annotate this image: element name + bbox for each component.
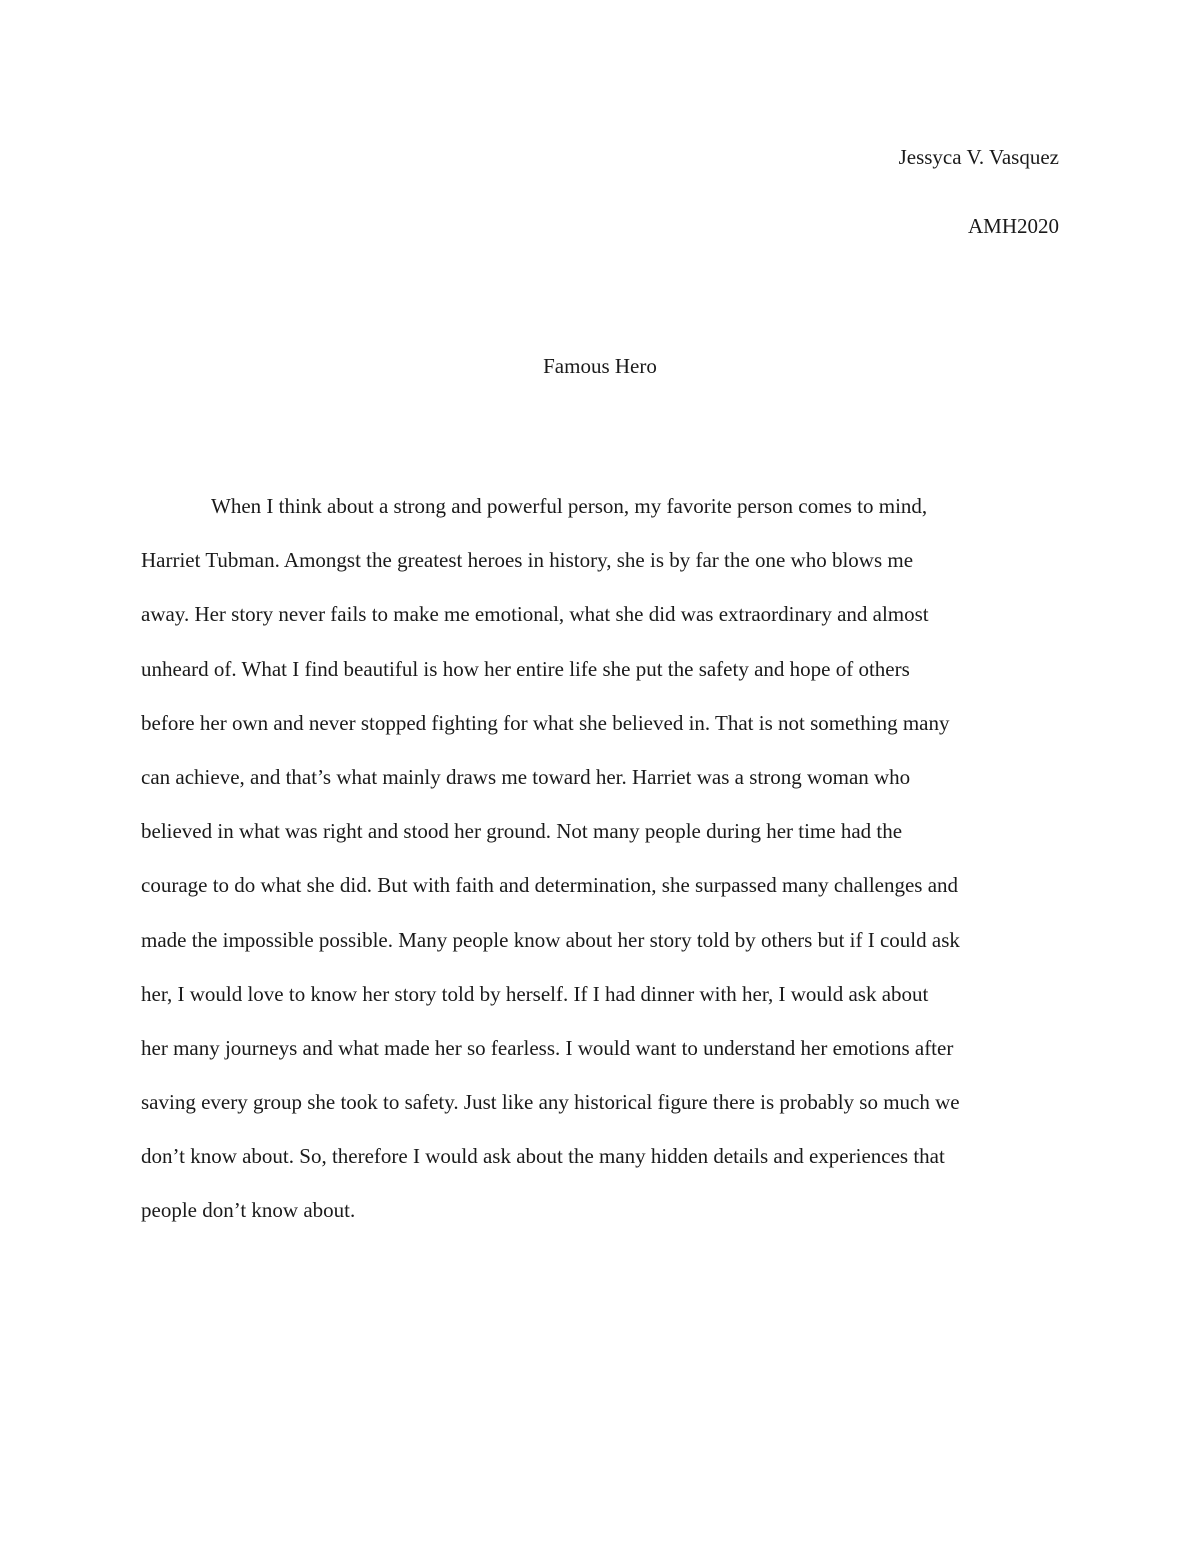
body-line: before her own and never stopped fighting for what she believed in. That is not something many — [141, 710, 950, 735]
body-line: don’t know about. So, therefore I would ask about the many hidden details and experiences that — [141, 1144, 945, 1169]
body-line: courage to do what she did. But with faith and determination, she surpassed many challenges and — [141, 873, 959, 898]
body-line: made the impossible possible. Many people know about her story told by others but if I could ask — [141, 927, 960, 952]
body-line: away. Her story never fails to make me emotional, what she did was extraordinary and almost — [141, 602, 929, 627]
body-line: saving every group she took to safety. Just like any historical figure there is probably so much we — [141, 1090, 960, 1115]
body-line: Harriet Tubman. Amongst the greatest heroes in history, she is by far the one who blows me — [141, 548, 914, 573]
body-line: When I think about a strong and powerful person, my favorite person comes to mind, — [211, 494, 928, 518]
body-line: believed in what was right and stood her ground. Not many people during her time had the — [141, 819, 903, 844]
body-line: her, I would love to know her story told by herself. If I had dinner with her, I would ask about — [141, 981, 929, 1006]
body-line: her many journeys and what made her so fearless. I would want to understand her emotions after — [141, 1035, 954, 1060]
essay-title: Famous Hero — [543, 354, 657, 378]
body-line: can achieve, and that’s what mainly draws me toward her. Harriet was a strong woman who — [141, 764, 911, 789]
essay-body — [141, 494, 1061, 1253]
course-code: AMH2020 — [967, 214, 1059, 238]
body-line: people don’t know about. — [141, 1198, 356, 1223]
author-name: Jessyca V. Vasquez — [898, 145, 1059, 169]
body-line: unheard of. What I find beautiful is how her entire life she put the safety and hope of others — [141, 656, 910, 681]
